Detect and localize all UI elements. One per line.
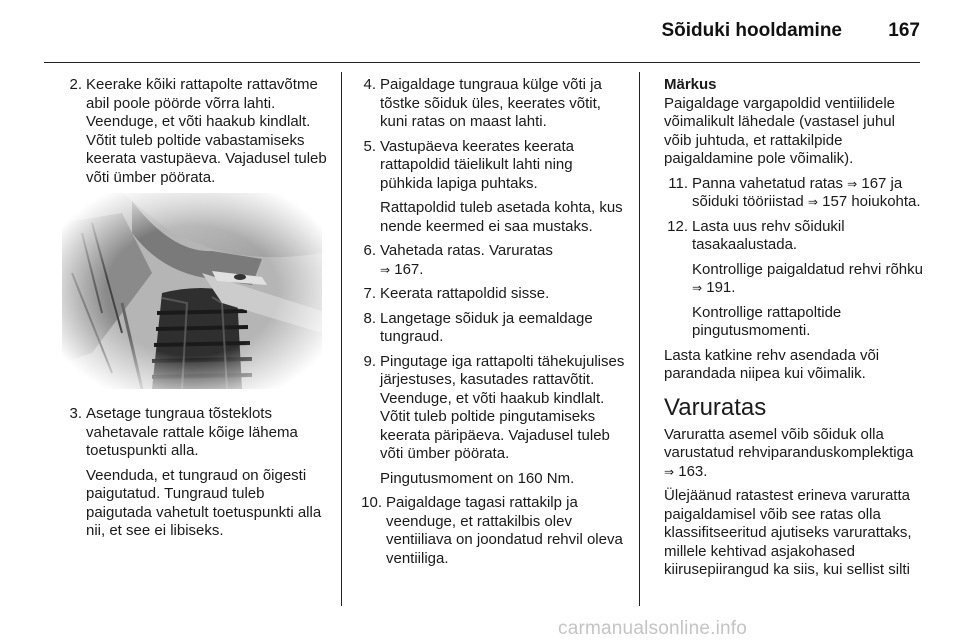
step-number: 11. [668, 174, 688, 192]
step-number: 10. [361, 494, 382, 511]
arrow-right-icon: ⇒ [692, 281, 703, 295]
step-10 [358, 494, 626, 568]
step-text: Asetage tungraua tõsteklots vahetavale rattale kõige lähema toetuspunkti alla. [86, 405, 298, 459]
closing-text: Lasta katkine rehv asendada või parandada niipea kui võimalik. [664, 346, 880, 382]
column-3 [664, 76, 926, 586]
section-paragraph [664, 426, 926, 482]
note-text: Paigaldage vargapoldid ventiilidele võimalikult lähedale (vastasel juhul võib juhtuda, et rattakilpide paigaldamine pole võimalik). [664, 94, 895, 167]
step-number: 7. [363, 285, 376, 302]
page-reference-link[interactable]: 157 hoiukohta. [822, 193, 921, 210]
step-subtext: Veenduda, et tungraud on õigesti paigutatud. Tungraud tuleb paigutada vahetult toetuspunkti alla nii, et see ei libiseks. [86, 466, 322, 539]
step-subtext: Pingutusmoment on 160 Nm. [380, 469, 575, 487]
page-header [0, 0, 960, 62]
step-text: Vastupäeva keerates keerata rattapoldid täielikult lahti ning pühkida lapiga puhtaks. [380, 137, 575, 192]
jack-placement-photo [62, 193, 322, 389]
step-text [692, 175, 926, 212]
page-reference-link[interactable]: 163. [678, 462, 708, 480]
arrow-right-icon: ⇒ [807, 195, 818, 209]
step-7 [358, 285, 626, 304]
section-heading: Varuratas [664, 393, 767, 421]
step-text: Paigaldage tagasi rattakilp ja veenduge, et rattakilbis olev ventiiliava on joondatud rehvil oleva ventiiliga. [386, 494, 623, 567]
step-4 [358, 76, 626, 132]
page-number: 167 [888, 20, 920, 41]
step-number: 9. [363, 352, 376, 370]
step-text: Lasta uus rehv sõidukil tasakaalustada. [692, 217, 845, 253]
step-number: 6. [363, 242, 376, 259]
watermark: carmanualsonline.info [558, 618, 748, 639]
column-2 [358, 76, 626, 574]
arrow-right-icon: ⇒ [847, 176, 858, 191]
header-title: Sõiduki hooldamine [661, 20, 842, 41]
column-1 [64, 76, 332, 547]
step-11 [664, 175, 926, 212]
step-subtext [692, 261, 926, 298]
section-paragraph-main: Varuratta asemel võib sõiduk olla varustatud rehviparanduskomplektiga [664, 425, 914, 461]
step-text: Keerake kõiki rattapolte rattavõtme abil poole pöörde võrra lahti. Veenduge, et võti haakub kindlalt. Võtit tuleb poltide vabastamiseks keerata vastupäeva. Vajadusel tuleb võti ümber pöörata. [86, 76, 327, 186]
arrow-right-icon: ⇒ [664, 464, 675, 479]
step-text: Pingutage iga rattapolti tähekujulises järjestuses, kasutades rattavõtit. Veenduge, et võti haakub kindlalt. Võtit tuleb poltide pingutamiseks keerata päripäeva. Vajadusel tuleb võti ümber pöörata. [380, 352, 625, 462]
step-subtext-main: Kontrollige paigaldatud rehvi rõhku [692, 260, 923, 278]
page-reference-link[interactable]: 191. [706, 279, 736, 296]
note-title: Märkus [664, 76, 717, 93]
step-number: 8. [363, 309, 376, 327]
arrow-right-icon: ⇒ [380, 262, 391, 277]
step-text-main: Vahetada ratas. Varuratas [380, 242, 553, 259]
step-text [380, 242, 626, 279]
step-number: 5. [363, 137, 376, 155]
step-number: 12. [667, 217, 688, 235]
step-9 [358, 353, 626, 489]
step-subtext: Rattapoldid tuleb asetada kohta, kus nende keermed ei saa mustaks. [380, 199, 623, 235]
step-number: 3. [69, 405, 82, 422]
section-paragraph: Ülejäänud ratastest erineva varuratta paigaldamisel võib see ratas olla klassifitseeritud ajutiseks varurattaks, millele kehtivad asjakohased kiirusepiirangud ka siis, kui sellist silti [664, 487, 912, 578]
column-divider-2 [639, 72, 640, 606]
step-8 [358, 310, 626, 347]
step-number: 2. [69, 76, 82, 93]
step-2 [64, 76, 332, 187]
step-text: Langetage sõiduk ja eemaldage tungraud. [380, 309, 593, 345]
step-text: Paigaldage tungraua külge võti ja tõstke sõiduk üles, keerates võtit, kuni ratas on maast lahti. [380, 76, 602, 130]
step-6 [358, 242, 626, 279]
step-text-main: Panna vahetatud ratas [692, 174, 843, 192]
step-number: 4. [363, 76, 376, 93]
step-text: Keerata rattapoldid sisse. [380, 285, 550, 302]
step-5 [358, 138, 626, 237]
page-reference-link[interactable]: 167. [394, 260, 424, 278]
page-reference-link[interactable]: 167 ja sõiduki tööriistad [692, 174, 903, 210]
step-3 [64, 405, 332, 541]
step-12 [664, 218, 926, 341]
header-rule [44, 62, 920, 63]
step-subtext: Kontrollige rattapoltide pingutusmomenti. [692, 303, 842, 339]
column-divider-1 [341, 72, 342, 606]
